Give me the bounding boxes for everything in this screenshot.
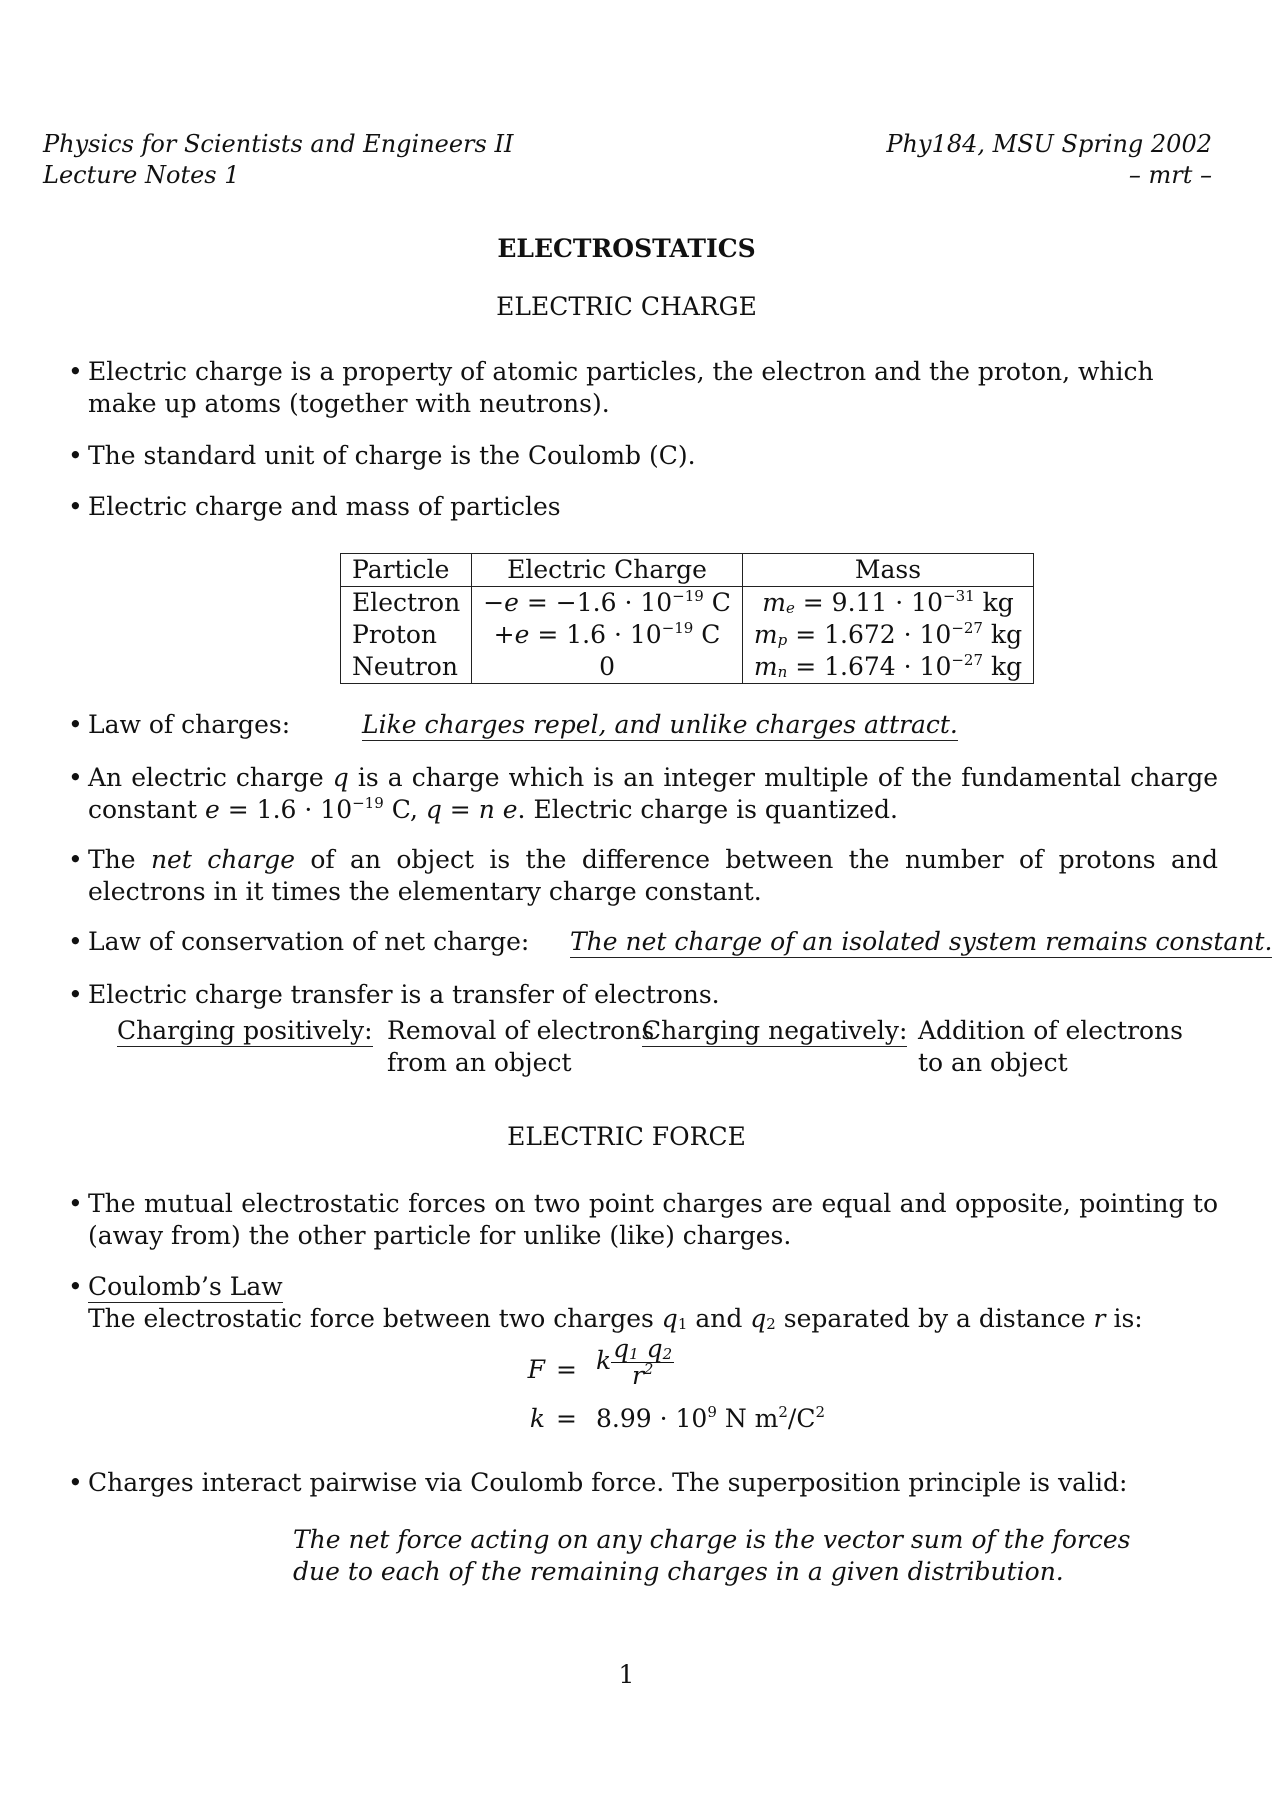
bullet-superposition: • Charges interact pairwise via Coulomb force. The superposition principle is valid:	[68, 1468, 1128, 1497]
page-title: ELECTROSTATICS	[497, 234, 756, 263]
particle-table	[340, 553, 1034, 684]
table-cell: $m_p = 1.672 \cdot 10^{-27}$ kg	[742, 619, 1033, 651]
charging-positive-desc: Removal of electrons	[387, 1016, 655, 1045]
coulomb-constant: $8.99 \cdot 10^9$ N $m^2/C^2$	[596, 1403, 826, 1433]
section-heading-charge: ELECTRIC CHARGE	[496, 292, 757, 321]
bullet-dot: •	[68, 1189, 83, 1218]
bullet-dot: •	[68, 763, 83, 792]
table-cell: 0	[472, 651, 743, 684]
superposition-statement: The net force acting on any charge is the vector sum of the forces	[293, 1525, 1131, 1554]
table-cell: $m_e = 9.11 \cdot 10^{-31}$ kg	[742, 587, 1033, 620]
bullet-conservation: • Law of conservation of net charge:	[68, 927, 530, 956]
bullet-dot: •	[68, 492, 83, 521]
charging-positive-label: Charging positively:	[117, 1016, 373, 1045]
bullet-dot: •	[68, 357, 83, 386]
bullet-coulombs-law: • Coulomb’s Law The electrostatic force between two charges $q_1$ and $q_2$ separated by a distance r is:	[68, 1272, 1143, 1333]
table-cell: Proton	[352, 620, 438, 649]
bullet-dot: •	[68, 927, 83, 956]
bullet-dot: •	[68, 441, 83, 470]
conservation-statement: The net charge of an isolated system remains constant.	[570, 927, 1273, 956]
table-header: Mass	[742, 554, 1033, 587]
superposition-statement: due to each of the remaining charges in a given distribution.	[293, 1557, 1064, 1586]
charging-positive-desc: from an object	[387, 1048, 572, 1077]
bullet-dot: •	[68, 845, 83, 874]
bullet-net-charge: • The net charge of an object is the difference between the number of protons and electrons in it times the elementary charge constant.	[68, 845, 1218, 906]
bullet-dot: •	[68, 710, 83, 739]
equation-F-lhs: F	[527, 1355, 545, 1384]
equation-equals: =	[556, 1355, 577, 1384]
bullet-coulomb-unit: • The standard unit of charge is the Coulomb (C).	[68, 441, 696, 470]
table-cell: $+e = 1.6 \cdot 10^{-19}$ C	[472, 619, 743, 651]
table-header: Electric Charge	[472, 554, 743, 587]
bullet-mutual-forces: • The mutual electrostatic forces on two point charges are equal and opposite, pointing to (away from) the other particle for unlike (like) charges.	[68, 1189, 1218, 1250]
bullet-charge-transfer: • Electric charge transfer is a transfer of electrons.	[68, 980, 720, 1009]
charging-negative-desc: Addition of electrons	[918, 1016, 1184, 1045]
charging-negative-label: Charging negatively:	[642, 1016, 908, 1045]
bullet-dot: •	[68, 1468, 83, 1497]
section-heading-force: ELECTRIC FORCE	[507, 1122, 746, 1151]
lecture-notes-label: Lecture Notes 1	[43, 161, 240, 189]
table-cell: Electron	[352, 588, 461, 617]
equation-k-lhs: k	[529, 1404, 545, 1433]
bullet-charge-property: • Electric charge is a property of atomic particles, the electron and the proton, which make up atoms (together with neutrons).	[68, 357, 1154, 418]
coulomb-equation: k $\frac{q_1 q_2}{r^2}$	[596, 1334, 673, 1390]
table-header: Particle	[341, 554, 472, 587]
bullet-law-of-charges: • Law of charges:	[68, 710, 291, 739]
coulombs-law-title: Coulomb’s Law	[88, 1272, 283, 1301]
law-of-charges-statement: Like charges repel, and unlike charges attract.	[362, 710, 958, 739]
bullet-quantization: • An electric charge q is a charge which is an integer multiple of the fundamental charge constant $e = 1.6 \cdot 10^{-19}$ C, q = n e. Electric charge is quantized.	[68, 763, 1218, 824]
bullet-charge-mass: • Electric charge and mass of particles	[68, 492, 561, 521]
bullet-dot: •	[68, 980, 83, 1009]
table-cell: Neutron	[352, 652, 458, 681]
course-title: Physics for Scientists and Engineers II	[43, 130, 514, 158]
equation-equals: =	[556, 1404, 577, 1433]
author: – mrt –	[1128, 161, 1212, 189]
table-cell: $-e = -1.6 \cdot 10^{-19}$ C	[472, 587, 743, 620]
page-number: 1	[618, 1660, 635, 1689]
course-code: Phy184, MSU Spring 2002	[886, 130, 1212, 158]
bullet-dot: •	[68, 1272, 83, 1301]
charging-negative-desc: to an object	[918, 1048, 1068, 1077]
table-cell: $m_n = 1.674 \cdot 10^{-27}$ kg	[742, 651, 1033, 684]
